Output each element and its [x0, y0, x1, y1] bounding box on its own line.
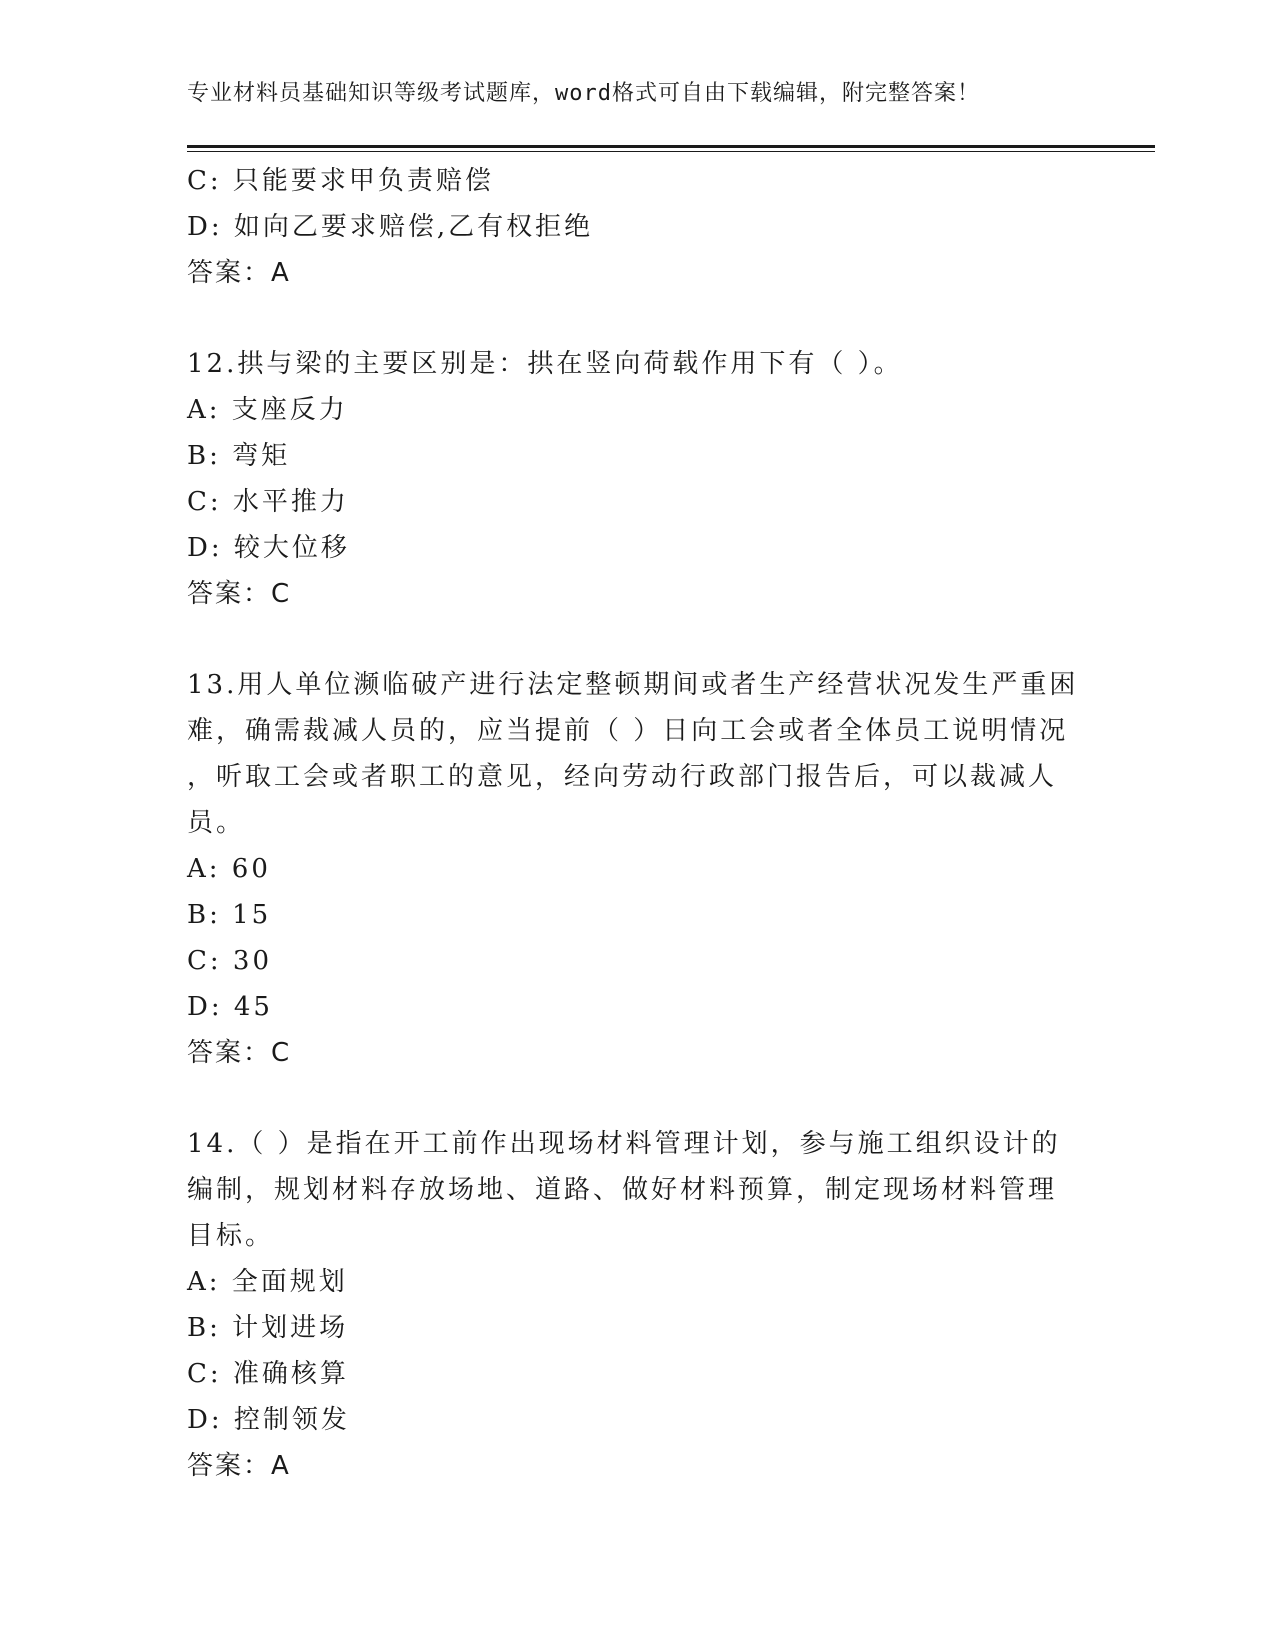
option-c: C: 水平推力 — [187, 487, 349, 517]
option-d: D: 如向乙要求赔偿,乙有权拒绝 — [187, 212, 594, 242]
page-header: 专业材料员基础知识等级考试题库，word格式可自由下载编辑，附完整答案！ — [187, 81, 980, 106]
spacer — [187, 296, 1087, 341]
option-b: B: 弯矩 — [187, 441, 291, 471]
option-c: C: 准确核算 — [187, 1359, 349, 1389]
option-a: A: 支座反力 — [187, 395, 348, 425]
option-c: C: 只能要求甲负责赔偿 — [187, 166, 494, 196]
option-b: B: 计划进场 — [187, 1313, 349, 1343]
question-text: 目标。 — [187, 1221, 275, 1251]
question-text: 12.拱与梁的主要区别是：拱在竖向荷载作用下有（ ）。 — [187, 349, 903, 379]
answer-line: 答案：C — [187, 579, 292, 609]
option-d: D: 较大位移 — [187, 533, 350, 563]
question-text: 14.（ ）是指在开工前作出现场材料管理计划，参与施工组织设计的 — [187, 1129, 1061, 1159]
option-d: D: 45 — [187, 992, 273, 1022]
question-14 — [187, 1121, 1087, 1489]
question-text: 编制，规划材料存放场地、道路、做好材料预算，制定现场材料管理 — [187, 1175, 1058, 1205]
question-12 — [187, 341, 1087, 617]
answer-line: 答案：A — [187, 258, 291, 288]
question-content — [187, 158, 1087, 1489]
option-d: D: 控制领发 — [187, 1405, 350, 1435]
question-13 — [187, 662, 1087, 1076]
question-text: 难，确需裁减人员的，应当提前（ ）日向工会或者全体员工说明情况 — [187, 716, 1069, 746]
question-text: ，听取工会或者职工的意见，经向劳动行政部门报告后，可以裁减人 — [187, 762, 1058, 792]
question-text: 员。 — [187, 808, 246, 838]
option-b: B: 15 — [187, 900, 272, 930]
header-rule-thin — [187, 151, 1155, 152]
question-text: 13.用人单位濒临破产进行法定整顿期间或者生产经营状况发生严重困 — [187, 670, 1079, 700]
header-rule-thick — [187, 145, 1155, 148]
option-c: C: 30 — [187, 946, 273, 976]
spacer — [187, 617, 1087, 662]
answer-line: 答案：C — [187, 1038, 292, 1068]
spacer — [187, 1076, 1087, 1121]
answer-line: 答案：A — [187, 1451, 291, 1481]
question-11-continued — [187, 158, 1087, 296]
option-a: A: 全面规划 — [187, 1267, 348, 1297]
option-a: A: 60 — [187, 854, 271, 884]
